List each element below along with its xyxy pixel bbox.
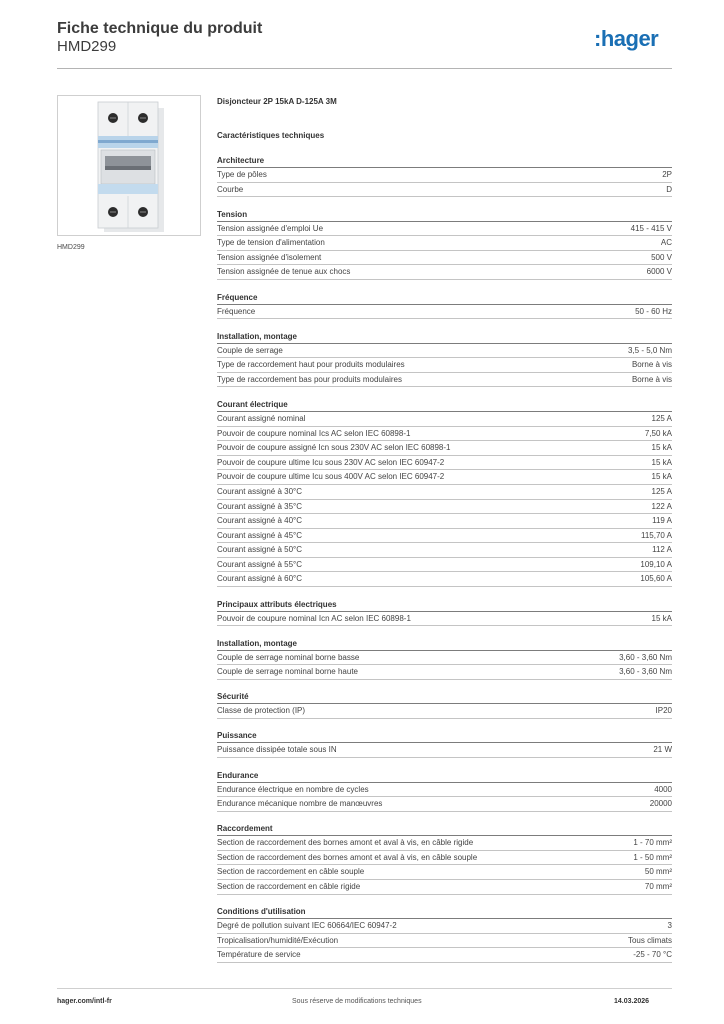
spec-label: Couple de serrage nominal borne haute [217, 667, 358, 677]
spec-row [217, 427, 672, 442]
spec-value: 122 A [651, 501, 672, 511]
product-image-caption: HMD299 [57, 244, 85, 251]
spec-value: -25 - 70 °C [633, 950, 672, 960]
spec-row [217, 665, 672, 680]
spec-label: Pouvoir de coupure ultime Icu sous 400V AC selon IEC 60947-2 [217, 472, 445, 482]
spec-label: Courant assigné à 40°C [217, 516, 303, 526]
spec-row [217, 470, 672, 485]
spec-label: Section de raccordement des bornes amont et aval à vis, en câble souple [217, 852, 478, 862]
section-title: Caractéristiques techniques [217, 131, 325, 140]
spec-row [217, 222, 672, 237]
spec-label: Endurance électrique en nombre de cycles [217, 784, 369, 794]
footer-notice: Sous réserve de modifications techniques [292, 998, 422, 1005]
spec-value: 3 [667, 921, 672, 931]
spec-row [217, 783, 672, 798]
spec-value: 1 - 50 mm² [633, 852, 672, 862]
spec-value: 1 - 70 mm² [633, 838, 672, 848]
spec-row [217, 836, 672, 851]
footer-date: 14.03.2026 [614, 998, 650, 1005]
spec-value: 500 V [651, 252, 672, 262]
spec-value: 125 A [651, 413, 672, 423]
spec-row [217, 934, 672, 949]
spec-group-title: Tension [217, 209, 672, 222]
spec-label: Courant assigné à 50°C [217, 545, 303, 555]
spec-value: 105,60 A [640, 574, 672, 584]
spec-label: Pouvoir de coupure nominal Ics AC selon IEC 60898-1 [217, 428, 411, 438]
spec-group [217, 292, 672, 320]
spec-value: 4000 [654, 784, 672, 794]
spec-row [217, 851, 672, 866]
spec-value: 15 kA [651, 472, 672, 482]
spec-value: 6000 V [646, 267, 672, 277]
spec-value: 415 - 415 V [630, 223, 672, 233]
spec-label: Tension assignée d'emploi Ue [217, 223, 324, 233]
footer-website-link[interactable]: hager.com/intl-fr [57, 998, 112, 1005]
spec-row [217, 412, 672, 427]
spec-label: Section de raccordement en câble rigide [217, 882, 361, 891]
spec-value: Borne à vis [631, 374, 672, 384]
spec-label: Tension assignée de tenue aux chocs [217, 267, 351, 277]
product-reference: HMD299 [57, 38, 117, 55]
spec-group [217, 638, 672, 680]
spec-value: 21 W [653, 745, 672, 755]
spec-value: 15 kA [651, 443, 672, 453]
spec-row [217, 543, 672, 558]
spec-row [217, 344, 672, 359]
specifications-table [217, 155, 672, 974]
spec-label: Tropicalisation/humidité/Exécution [217, 935, 339, 945]
spec-group-title: Architecture [217, 155, 672, 168]
spec-value: Tous climats [627, 935, 672, 945]
spec-row [217, 558, 672, 573]
spec-row [217, 373, 672, 388]
spec-group-title: Sécurité [217, 691, 672, 704]
spec-group [217, 155, 672, 197]
spec-group-title: Installation, montage [217, 331, 672, 344]
spec-group-title: Principaux attributs électriques [217, 599, 672, 612]
spec-group [217, 906, 672, 963]
spec-label: Fréquence [217, 306, 256, 316]
spec-row [217, 358, 672, 373]
spec-row [217, 880, 672, 895]
spec-label: Type de tension d'alimentation [217, 238, 325, 248]
spec-row [217, 572, 672, 587]
spec-row [217, 529, 672, 544]
spec-label: Courant assigné nominal [217, 413, 306, 423]
spec-row [217, 651, 672, 666]
spec-group [217, 823, 672, 894]
spec-value: IP20 [655, 706, 672, 716]
spec-label: Type de raccordement haut pour produits modulaires [217, 360, 405, 370]
spec-value: AC [660, 238, 672, 248]
spec-value: 3,5 - 5,0 Nm [627, 345, 672, 355]
spec-value: 112 A [652, 545, 672, 555]
spec-label: Courant assigné à 60°C [217, 574, 303, 584]
spec-value: 115,70 A [641, 530, 672, 540]
spec-label: Température de service [217, 950, 301, 960]
spec-label: Courant assigné à 35°C [217, 501, 303, 511]
spec-label: Endurance mécanique nombre de manœuvres [217, 799, 383, 809]
spec-row [217, 865, 672, 880]
spec-label: Type de pôles [217, 170, 267, 179]
spec-group-title: Raccordement [217, 823, 672, 836]
spec-label: Section de raccordement en câble souple [217, 867, 365, 877]
spec-row [217, 743, 672, 758]
spec-value: D [666, 184, 672, 194]
spec-value: 3,60 - 3,60 Nm [619, 652, 672, 662]
spec-label: Pouvoir de coupure nominal Icn AC selon IEC 60898-1 [217, 613, 411, 623]
spec-row [217, 485, 672, 500]
spec-label: Section de raccordement des bornes amont et aval à vis, en câble rigide [217, 838, 474, 848]
spec-value: 2P [662, 170, 672, 179]
spec-row [217, 265, 672, 280]
spec-row [217, 305, 672, 320]
spec-value: 119 A [652, 516, 672, 526]
spec-group-title: Endurance [217, 770, 672, 783]
page-title: Fiche technique du produit [57, 20, 263, 37]
spec-row [217, 236, 672, 251]
spec-row [217, 500, 672, 515]
spec-row [217, 704, 672, 719]
spec-value: 50 mm² [644, 867, 672, 877]
spec-group-title: Courant électrique [217, 399, 672, 412]
spec-group [217, 331, 672, 388]
spec-row [217, 948, 672, 963]
spec-label: Couple de serrage nominal borne basse [217, 652, 360, 662]
spec-row [217, 514, 672, 529]
spec-label: Courbe [217, 184, 244, 194]
spec-label: Type de raccordement bas pour produits modulaires [217, 374, 402, 384]
spec-label: Pouvoir de coupure assigné Icn sous 230V AC selon IEC 60898-1 [217, 443, 451, 453]
spec-group-title: Conditions d'utilisation [217, 906, 672, 919]
header-divider [57, 68, 672, 69]
spec-row [217, 612, 672, 627]
spec-group-title: Puissance [217, 730, 672, 743]
spec-label: Degré de pollution suivant IEC 60664/IEC 60947-2 [217, 921, 397, 931]
footer-divider [57, 988, 672, 989]
spec-group [217, 770, 672, 812]
product-name: Disjoncteur 2P 15kA D-125A 3M [217, 97, 337, 106]
spec-label: Tension assignée d'isolement [217, 252, 322, 262]
spec-value: 50 - 60 Hz [635, 306, 672, 316]
hager-logo[interactable]: :hager [594, 26, 659, 51]
spec-group-title: Fréquence [217, 292, 672, 305]
spec-value: 125 A [651, 486, 672, 496]
spec-label: Courant assigné à 55°C [217, 559, 303, 569]
spec-group [217, 730, 672, 758]
spec-row [217, 441, 672, 456]
spec-value: Borne à vis [631, 360, 672, 370]
spec-value: 20000 [649, 799, 672, 809]
spec-value: 7,50 kA [644, 428, 672, 438]
spec-value: 15 kA [651, 457, 672, 467]
spec-value: 70 mm² [644, 882, 672, 891]
spec-label: Courant assigné à 30°C [217, 486, 303, 496]
spec-value: 109,10 A [640, 559, 672, 569]
spec-label: Pouvoir de coupure ultime Icu sous 230V AC selon IEC 60947-2 [217, 457, 445, 467]
spec-value: 3,60 - 3,60 Nm [619, 667, 672, 677]
spec-group [217, 599, 672, 627]
spec-group-title: Installation, montage [217, 638, 672, 651]
spec-row [217, 456, 672, 471]
spec-label: Courant assigné à 45°C [217, 530, 303, 540]
spec-label: Classe de protection (IP) [217, 706, 306, 716]
spec-group [217, 209, 672, 280]
spec-label: Puissance dissipée totale sous IN [217, 745, 337, 755]
product-image [57, 95, 201, 236]
spec-row [217, 797, 672, 812]
spec-label: Couple de serrage [217, 345, 283, 355]
spec-row [217, 183, 672, 198]
spec-row [217, 168, 672, 183]
spec-value: 15 kA [651, 613, 672, 623]
spec-row [217, 919, 672, 934]
spec-group [217, 399, 672, 587]
spec-group [217, 691, 672, 719]
spec-row [217, 251, 672, 266]
circuit-breaker-image [58, 96, 200, 235]
